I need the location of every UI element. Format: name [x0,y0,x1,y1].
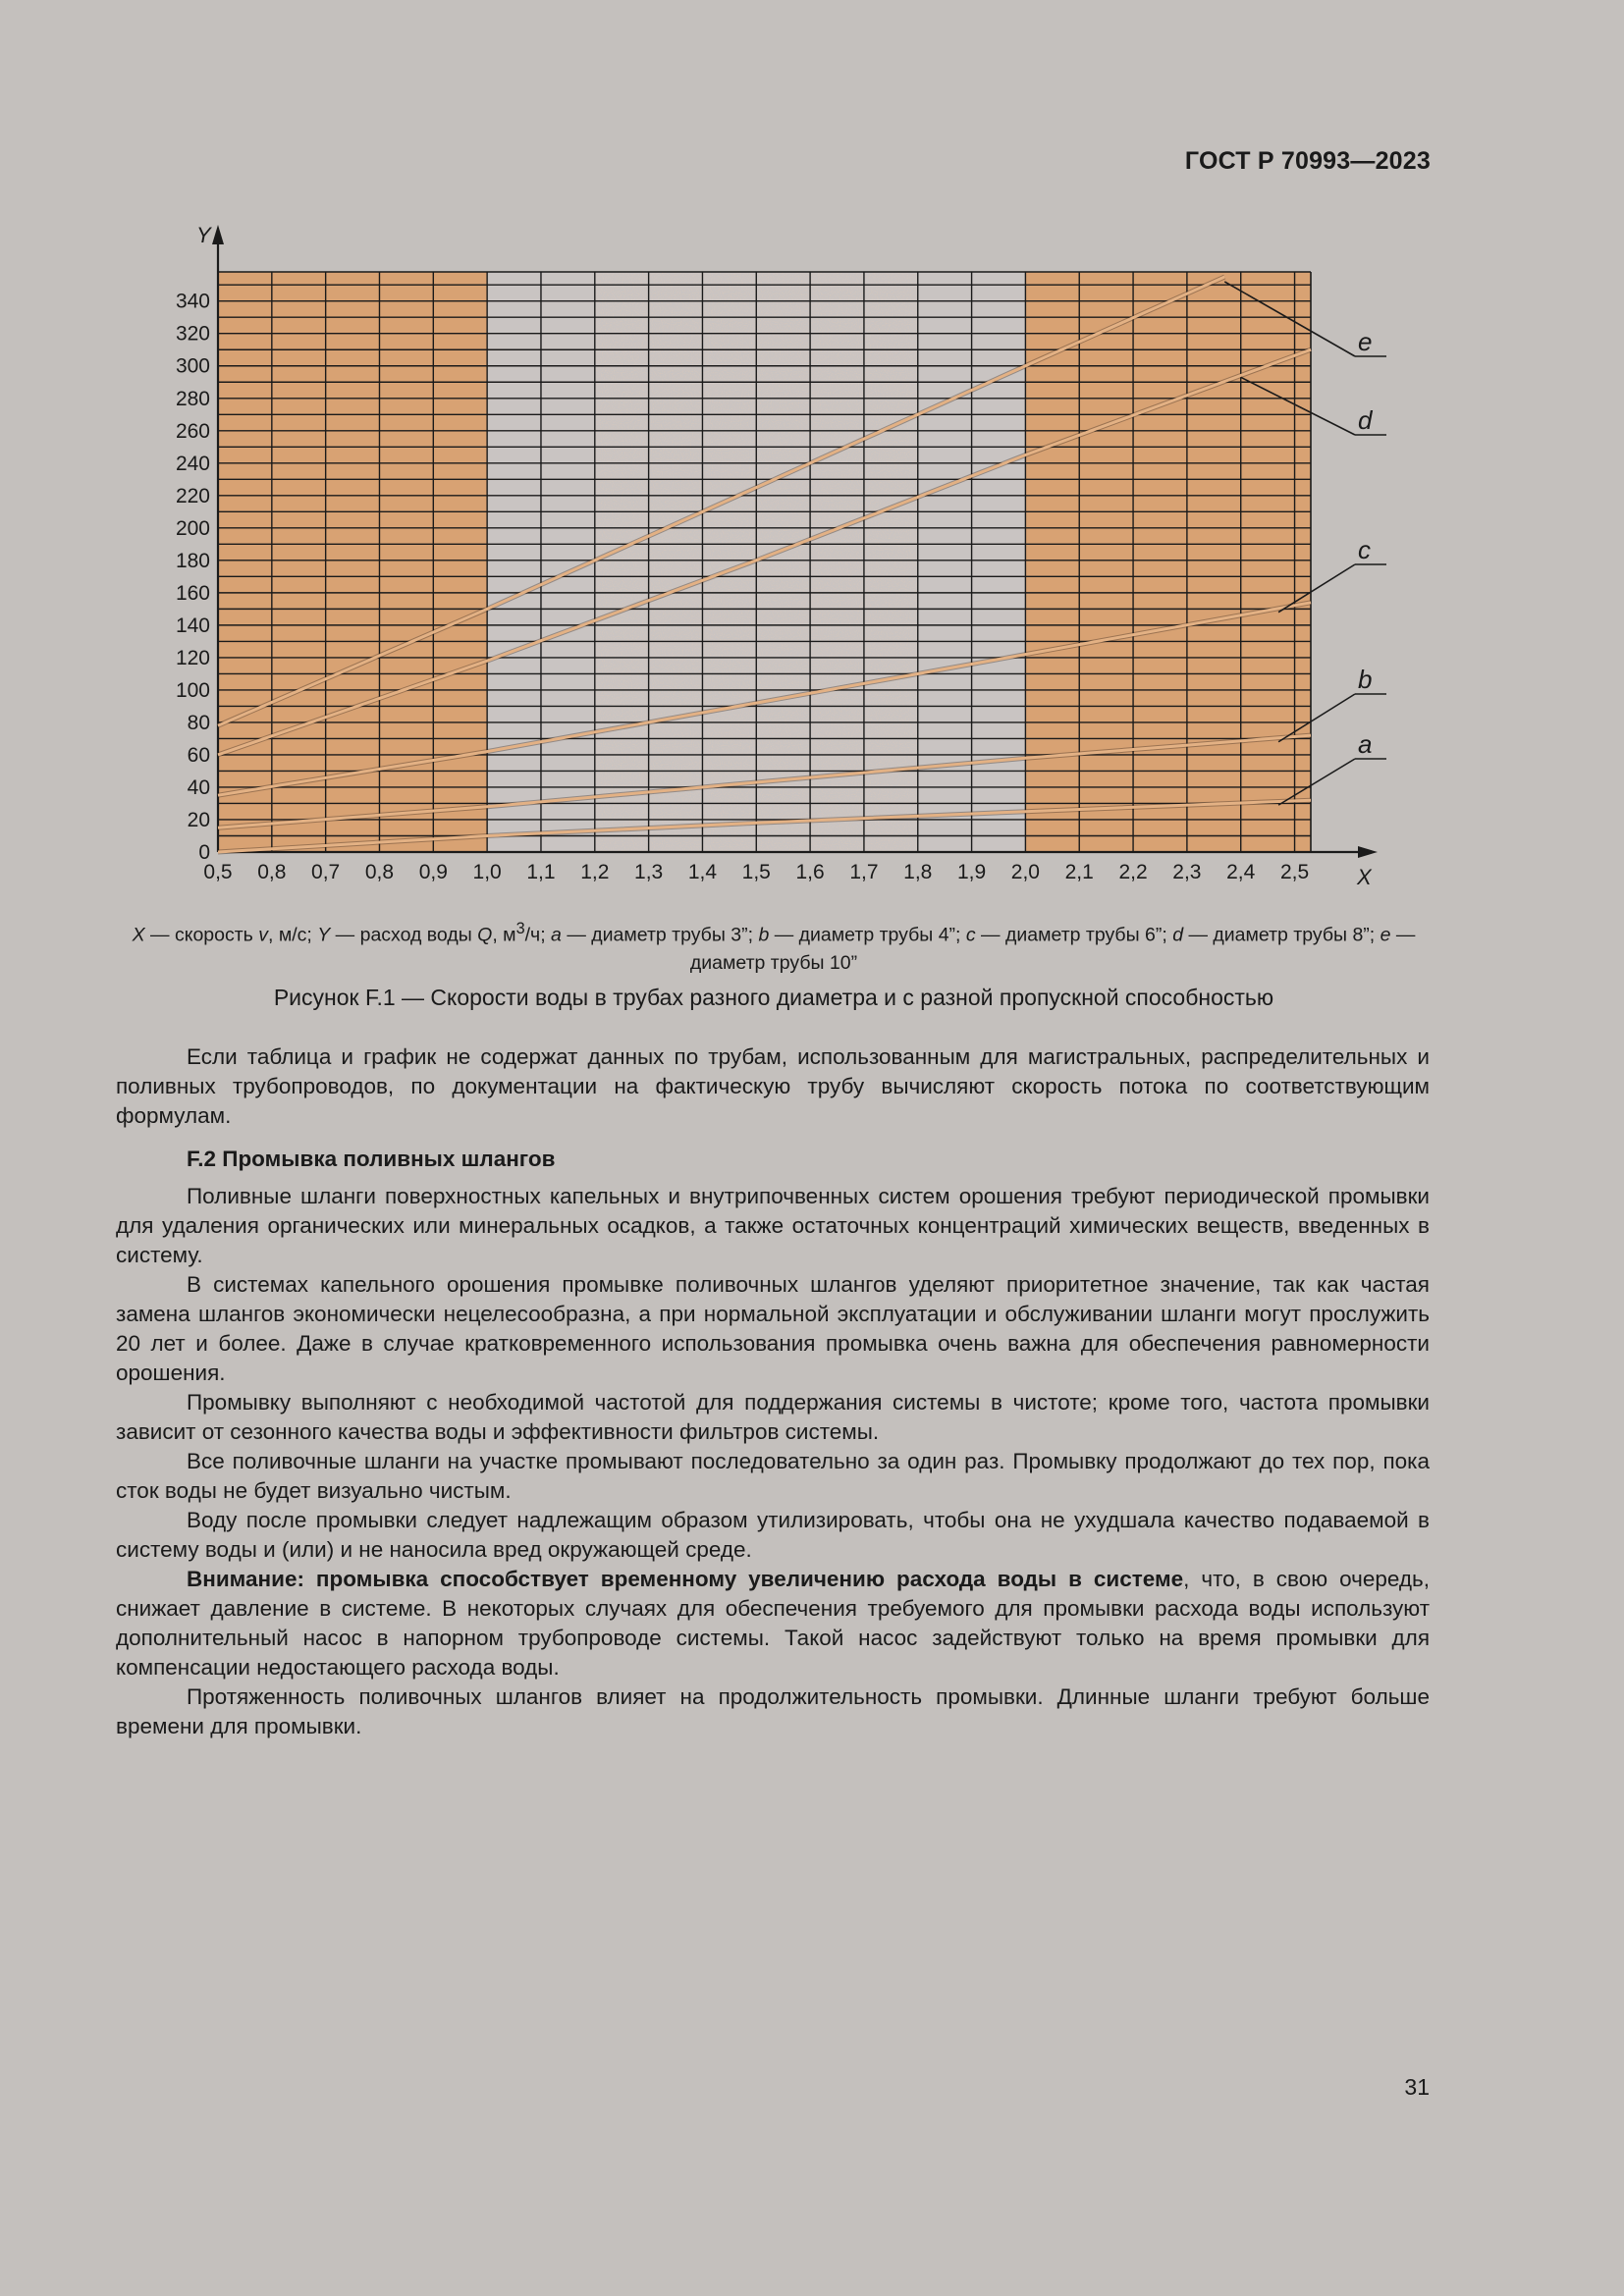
body-text [116,1042,1430,1741]
x-tick-label-17: 2,2 [1118,861,1148,883]
legend-x-text: — скорость [144,924,259,946]
paragraph-1: Поливные шланги поверхностных капельных и внутрипочвенных систем орошения требуют периодической промывки для удаления органических или минеральных осадков, а также остаточных концентраций химических веществ, введенных в систему. [116,1184,1430,1267]
legend-a-text: — диаметр трубы 3”; [561,924,759,946]
y-tick-label-0: 0 [198,841,210,864]
series-label-e: e [1358,327,1373,356]
x-tick-label-9: 1,4 [687,861,718,883]
x-tick-label-13: 1,8 [903,861,933,883]
legend-c-text: — диаметр трубы 6”; [975,924,1173,946]
page-number: 31 [1404,2074,1430,2100]
x-tick-label-12: 1,7 [849,861,879,883]
figure-caption: Рисунок F.1 — Скорости воды в трубах разного диаметра и с разной пропускной способностью [273,985,1274,1010]
y-tick-label-80: 80 [187,711,210,734]
x-tick-label-5: 1,0 [472,861,502,883]
x-tick-label-3: 0,8 [364,861,395,883]
legend-v-unit: , м/с; [268,924,318,946]
y-tick-label-220: 220 [175,484,210,507]
zone-right [1025,272,1311,852]
y-tick-label-160: 160 [175,581,210,605]
y-tick-label-260: 260 [175,419,210,443]
x-tick-label-14: 1,9 [956,861,987,883]
y-axis-label: Y [196,223,211,247]
series-label-a: a [1358,729,1373,759]
y-tick-label-180: 180 [175,549,210,572]
y-tick-label-340: 340 [175,290,210,313]
paragraph-7: Протяженность поливочных шлангов влияет на продолжительность промывки. Длинные шланги требуют больше времени для промывки. [116,1684,1430,1738]
legend-d-text: — диаметр трубы 8”; [1183,924,1380,946]
legend-x-symbol: X [132,924,145,946]
legend-b-text: — диаметр трубы 4”; [769,924,966,946]
x-tick-label-7: 1,2 [580,861,610,883]
legend-a-symbol: a [551,924,562,946]
legend-q-symbol: Q [477,924,493,946]
paragraph-4: Все поливочные шланги на участке промывают последовательно за один раз. Промывку продолжают до тех пор, пока сток воды не будет визуально чистым. [116,1449,1430,1503]
figure-legend [116,915,1432,977]
legend-y-text: — расход воды [330,924,478,946]
legend-c-symbol: c [965,924,976,946]
zone-left [218,272,487,852]
legend-v-symbol: v [258,924,268,946]
x-tick-label-2: 0,7 [311,861,341,883]
series-label-d: d [1358,405,1373,435]
legend-d-symbol: d [1172,924,1184,946]
x-tick-label-20: 2,5 [1279,861,1310,883]
legend-q-unit2: /ч; [524,924,552,946]
y-tick-label-280: 280 [175,387,210,410]
y-tick-label-240: 240 [175,452,210,475]
x-tick-label-15: 2,0 [1010,861,1041,883]
y-tick-label-60: 60 [187,743,210,767]
paragraph-3: Промывку выполняют с необходимой частотой для поддержания системы в чистоте; кроме того, частота промывки зависит от сезонного качества воды и эффективности фильтров системы. [116,1390,1430,1444]
x-tick-label-6: 1,1 [526,861,556,883]
x-tick-label-1: 0,8 [257,861,287,883]
paragraph-6 [116,1565,1430,1682]
series-label-b: b [1358,665,1373,694]
x-axis-label: X [1357,865,1372,888]
y-tick-label-320: 320 [175,322,210,346]
document-id: ГОСТ Р 70993—2023 [1184,147,1431,175]
x-tick-label-19: 2,4 [1226,861,1256,883]
series-label-c: c [1358,535,1371,564]
legend-e-symbol: e [1380,924,1391,946]
y-tick-label-200: 200 [175,516,210,540]
legend-q-unit: , м [492,924,516,946]
x-tick-label-10: 1,5 [741,861,771,883]
x-tick-label-4: 0,9 [418,861,448,883]
x-axis-arrow [1358,846,1378,858]
legend-y-symbol: Y [317,924,331,946]
intro-paragraph: Если таблица и график не содержат данных по трубам, использованным для магистральных, распределительных и поливных трубопроводов, по документации на фактическую трубу вычисляют скорость потока по соответствующим формулам. [116,1044,1430,1128]
x-tick-label-11: 1,6 [795,861,825,883]
y-tick-label-140: 140 [175,614,210,637]
x-tick-label-8: 1,3 [634,861,664,883]
warning-text: Внимание: промывка способствует временному увеличению расхода воды в системе [187,1567,1184,1591]
legend-b-symbol: b [758,924,770,946]
paragraph-6-rest: , что, в свою очередь, снижает давление в системе. В некоторых случаях для обеспечения требуемого для промывки расхода воды используют дополнительный насос в напорном трубопроводе системы. Такой насос задействуют только на время промывки для компенсации недостающего расхода воды. [116,1567,1430,1680]
chart-zones [218,272,1311,852]
y-tick-label-120: 120 [175,646,210,669]
section-title: F.2 Промывка поливных шлангов [187,1147,556,1171]
y-tick-label-40: 40 [187,775,210,799]
legend-e-text: — диаметр трубы 10” [689,924,1416,974]
legend-q-superscript: 3 [515,920,525,937]
y-tick-label-100: 100 [175,678,210,702]
x-tick-label-16: 2,1 [1064,861,1094,883]
y-tick-label-20: 20 [187,808,210,831]
x-tick-label-0: 0,5 [203,861,233,883]
y-tick-label-300: 300 [175,354,210,378]
paragraph-5: Воду после промывки следует надлежащим образом утилизировать, чтобы она не ухудшала качество подаваемой в систему воды и (или) и не наносила вред окружающей среде. [116,1508,1430,1562]
paragraph-2: В системах капельного орошения промывке поливочных шлангов уделяют приоритетное значение, так как частая замена шлангов экономически нецелесообразна, а при нормальной эксплуатации и обслуживании шланги могут прослужить 20 лет и более. Даже в случае кратковременного использования промывка очень важна для обеспечения равномерности орошения. [116,1272,1430,1385]
x-tick-label-18: 2,3 [1172,861,1202,883]
y-axis-arrow [212,225,224,244]
flow-velocity-chart [167,221,1394,888]
